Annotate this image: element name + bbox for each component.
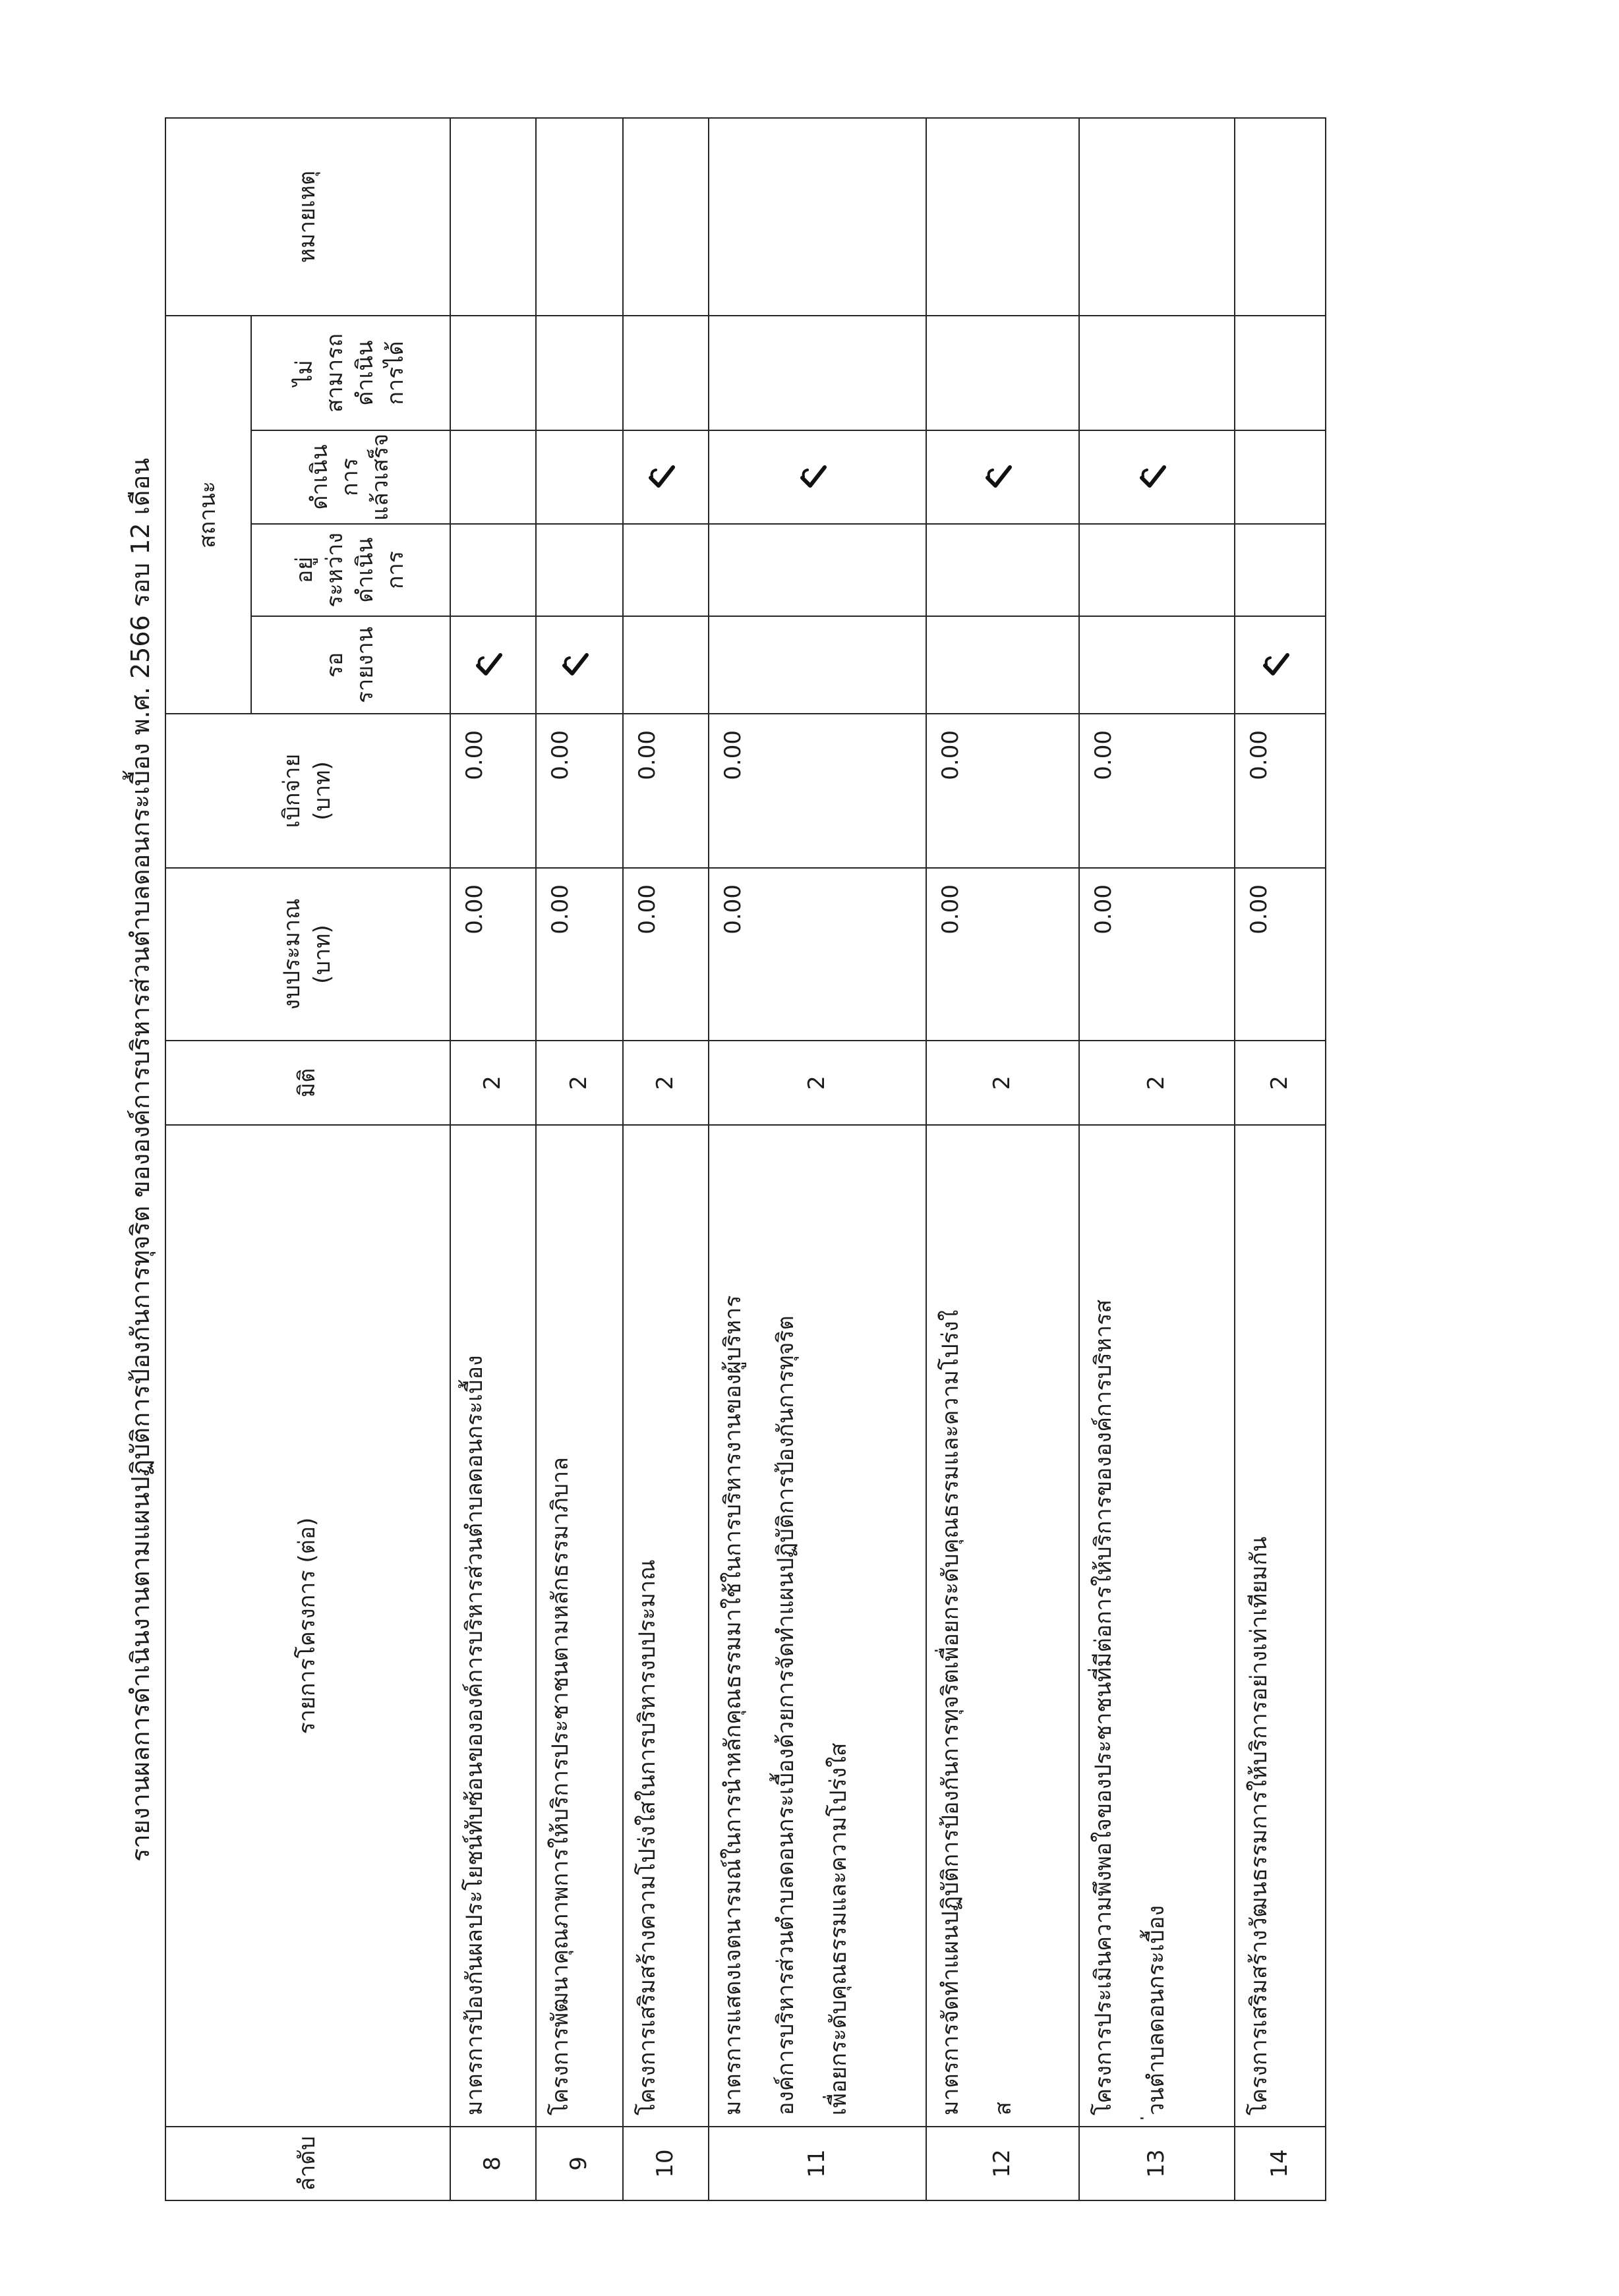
header-status-wait-line2: รายงาน <box>352 626 378 704</box>
row-status-progress <box>926 524 1079 616</box>
row-project <box>623 1125 709 2127</box>
row-dimension: 2 <box>623 1041 709 1125</box>
header-status-done <box>251 430 450 524</box>
row-project <box>1235 1125 1326 2127</box>
row-status-done <box>709 430 926 524</box>
header-status-progress-line3: ดำเนิน <box>352 537 378 603</box>
row-no: 8 <box>450 2127 536 2200</box>
row-no: 12 <box>926 2127 1079 2200</box>
check-mark-icon <box>984 462 1014 492</box>
row-status-done <box>926 430 1079 524</box>
row-remark <box>623 118 709 316</box>
table-row <box>1079 118 1235 2200</box>
row-status-progress <box>450 524 536 616</box>
row-budget: 0.00 <box>536 868 623 1041</box>
row-project-line: โครงการเสริมสร้างความโปร่งใสในการบริหารงบประมาณ <box>634 1559 661 2115</box>
row-project-line: เพื่อยกระดับคุณธรรมและความโปร่งใส <box>825 1742 852 2115</box>
row-status-progress <box>709 524 926 616</box>
header-status-progress <box>251 524 450 616</box>
header-spent-line1: เบิกจ่าย <box>279 753 306 828</box>
header-status-progress-line1: อยู่ <box>291 556 318 584</box>
row-project-line: โครงการพัฒนาคุณภาพการให้บริการประชาชนตามหลักธรรมาภิบาล <box>547 1457 574 2115</box>
table-row <box>450 118 536 2200</box>
document-title <box>99 119 165 2201</box>
header-status-cannot <box>251 316 450 430</box>
row-project-line: มาตรการจัดทำแผนปฏิบัติการป้องกันการทุจริตเพื่อยกระดับคุณธรรมและความโปร่งใ <box>937 1309 964 2115</box>
row-status-wait <box>450 616 536 714</box>
header-status-cannot-line4: การได้ <box>382 341 409 405</box>
row-no: 11 <box>709 2127 926 2200</box>
row-status-wait <box>709 616 926 714</box>
row-status-done <box>450 430 536 524</box>
row-dimension: 2 <box>1235 1041 1326 1125</box>
row-budget: 0.00 <box>926 868 1079 1041</box>
row-status-progress <box>623 524 709 616</box>
row-spent: 0.00 <box>450 714 536 868</box>
row-budget: 0.00 <box>1079 868 1235 1041</box>
row-project-line: ส <box>989 2102 1016 2115</box>
table-row <box>1235 118 1326 2200</box>
row-project-line: มาตรการแสดงเจตนารมณ์ในการนำหลักคุณธรรมมาใช้ในการบริหารงานของผู้บริหาร <box>720 1295 746 2115</box>
header-budget-line2: (บาท) <box>309 925 336 984</box>
row-budget: 0.00 <box>1235 868 1326 1041</box>
row-status-done <box>536 430 623 524</box>
row-status-cannot <box>1079 316 1235 430</box>
row-no: 10 <box>623 2127 709 2200</box>
check-mark-icon <box>1138 462 1168 492</box>
row-dimension: 2 <box>709 1041 926 1125</box>
check-mark-icon <box>1261 650 1291 680</box>
row-project <box>536 1125 623 2127</box>
row-no: 14 <box>1235 2127 1326 2200</box>
row-status-done <box>1079 430 1235 524</box>
row-status-cannot <box>450 316 536 430</box>
table-row <box>926 118 1079 2200</box>
row-status-wait <box>926 616 1079 714</box>
row-spent: 0.00 <box>709 714 926 868</box>
header-spent <box>165 714 450 868</box>
row-dimension: 2 <box>926 1041 1079 1125</box>
row-spent: 0.00 <box>623 714 709 868</box>
header-status-wait-line1: รอ <box>322 652 349 678</box>
row-no: 9 <box>536 2127 623 2200</box>
row-status-cannot <box>1235 316 1326 430</box>
header-status-cannot-line1: ไม่ <box>291 360 318 386</box>
row-project-line: ่วนตำบลดอนกระเบื้อง <box>1142 1905 1169 2115</box>
document-title-text: รายงานผลการดำเนินงานตามแผนปฏิบัติการป้องกันการทุจริต ขององค์การบริหารส่วนตำบลดอนกระเบื้อง พ.ศ. 2566 รอบ 12 เดือน <box>126 457 155 1862</box>
header-status-progress-line2: ระหว่าง <box>322 532 349 608</box>
row-remark <box>709 118 926 316</box>
row-status-cannot <box>709 316 926 430</box>
row-spent: 0.00 <box>1079 714 1235 868</box>
header-status-done-line3: แล้วเสร็จ <box>367 433 394 521</box>
row-remark <box>1079 118 1235 316</box>
row-status-wait <box>536 616 623 714</box>
header-remark: หมายเหตุ <box>165 118 450 316</box>
row-status-progress <box>1079 524 1235 616</box>
check-mark-icon <box>560 650 591 680</box>
check-mark-icon <box>798 462 829 492</box>
table-body <box>450 118 1326 2200</box>
row-project-line: องค์การบริหารส่วนตำบลดอนกระเบื้องด้วยการจัดทำแผนปฏิบัติการป้องกันการทุจริต <box>772 1315 799 2115</box>
row-status-cannot <box>536 316 623 430</box>
header-status-progress-line4: การ <box>382 551 409 589</box>
header-budget <box>165 868 450 1041</box>
header-status: สถานะ <box>165 316 251 714</box>
check-mark-icon <box>647 462 677 492</box>
row-project-line: มาตรการป้องกันผลประโยชน์ทับซ้อนขององค์การบริหารส่วนตำบลดอนกระเบื้อง <box>461 1355 488 2115</box>
row-remark <box>536 118 623 316</box>
row-budget: 0.00 <box>709 868 926 1041</box>
row-project-line: โครงการประเมินความพึงพอใจของประชาชนที่มีต่อการให้บริการขององค์การบริหารส <box>1090 1299 1117 2115</box>
table-row <box>709 118 926 2200</box>
row-spent: 0.00 <box>536 714 623 868</box>
row-remark <box>926 118 1079 316</box>
check-mark-icon <box>474 650 504 680</box>
row-spent: 0.00 <box>926 714 1079 868</box>
header-project: รายการโครงการ (ต่อ) <box>165 1125 450 2127</box>
row-spent: 0.00 <box>1235 714 1326 868</box>
row-project <box>926 1125 1079 2127</box>
row-status-done <box>1235 430 1326 524</box>
row-status-cannot <box>926 316 1079 430</box>
row-budget: 0.00 <box>450 868 536 1041</box>
header-no: ลำดับ <box>165 2127 450 2200</box>
row-status-wait <box>1079 616 1235 714</box>
row-project <box>709 1125 926 2127</box>
table-row <box>536 118 623 2200</box>
row-dimension: 2 <box>450 1041 536 1125</box>
row-remark <box>450 118 536 316</box>
row-project <box>450 1125 536 2127</box>
row-status-progress <box>536 524 623 616</box>
row-project <box>1079 1125 1235 2127</box>
row-dimension: 2 <box>536 1041 623 1125</box>
row-status-wait <box>623 616 709 714</box>
row-budget: 0.00 <box>623 868 709 1041</box>
header-status-done-line2: การ <box>337 458 364 496</box>
header-budget-line1: งบประมาณ <box>279 898 306 1010</box>
row-project-line: โครงการเสริมสร้างวัฒนธรรมการให้บริการอย่างเท่าเทียมกัน <box>1246 1536 1272 2115</box>
row-status-wait <box>1235 616 1326 714</box>
table-row <box>623 118 709 2200</box>
header-dimension: มิติ <box>165 1041 450 1125</box>
header-status-cannot-line3: ดำเนิน <box>352 340 378 406</box>
row-dimension: 2 <box>1079 1041 1235 1125</box>
header-spent-line2: (บาท) <box>309 761 336 820</box>
rotated-page <box>99 119 1391 2201</box>
row-status-done <box>623 430 709 524</box>
projects-table <box>165 117 1326 2201</box>
header-status-cannot-line2: สามารถ <box>322 333 349 413</box>
row-no: 13 <box>1079 2127 1235 2200</box>
row-status-cannot <box>623 316 709 430</box>
row-status-progress <box>1235 524 1326 616</box>
row-remark <box>1235 118 1326 316</box>
header-status-wait <box>251 616 450 714</box>
header-status-done-line1: ดำเนิน <box>307 444 334 510</box>
